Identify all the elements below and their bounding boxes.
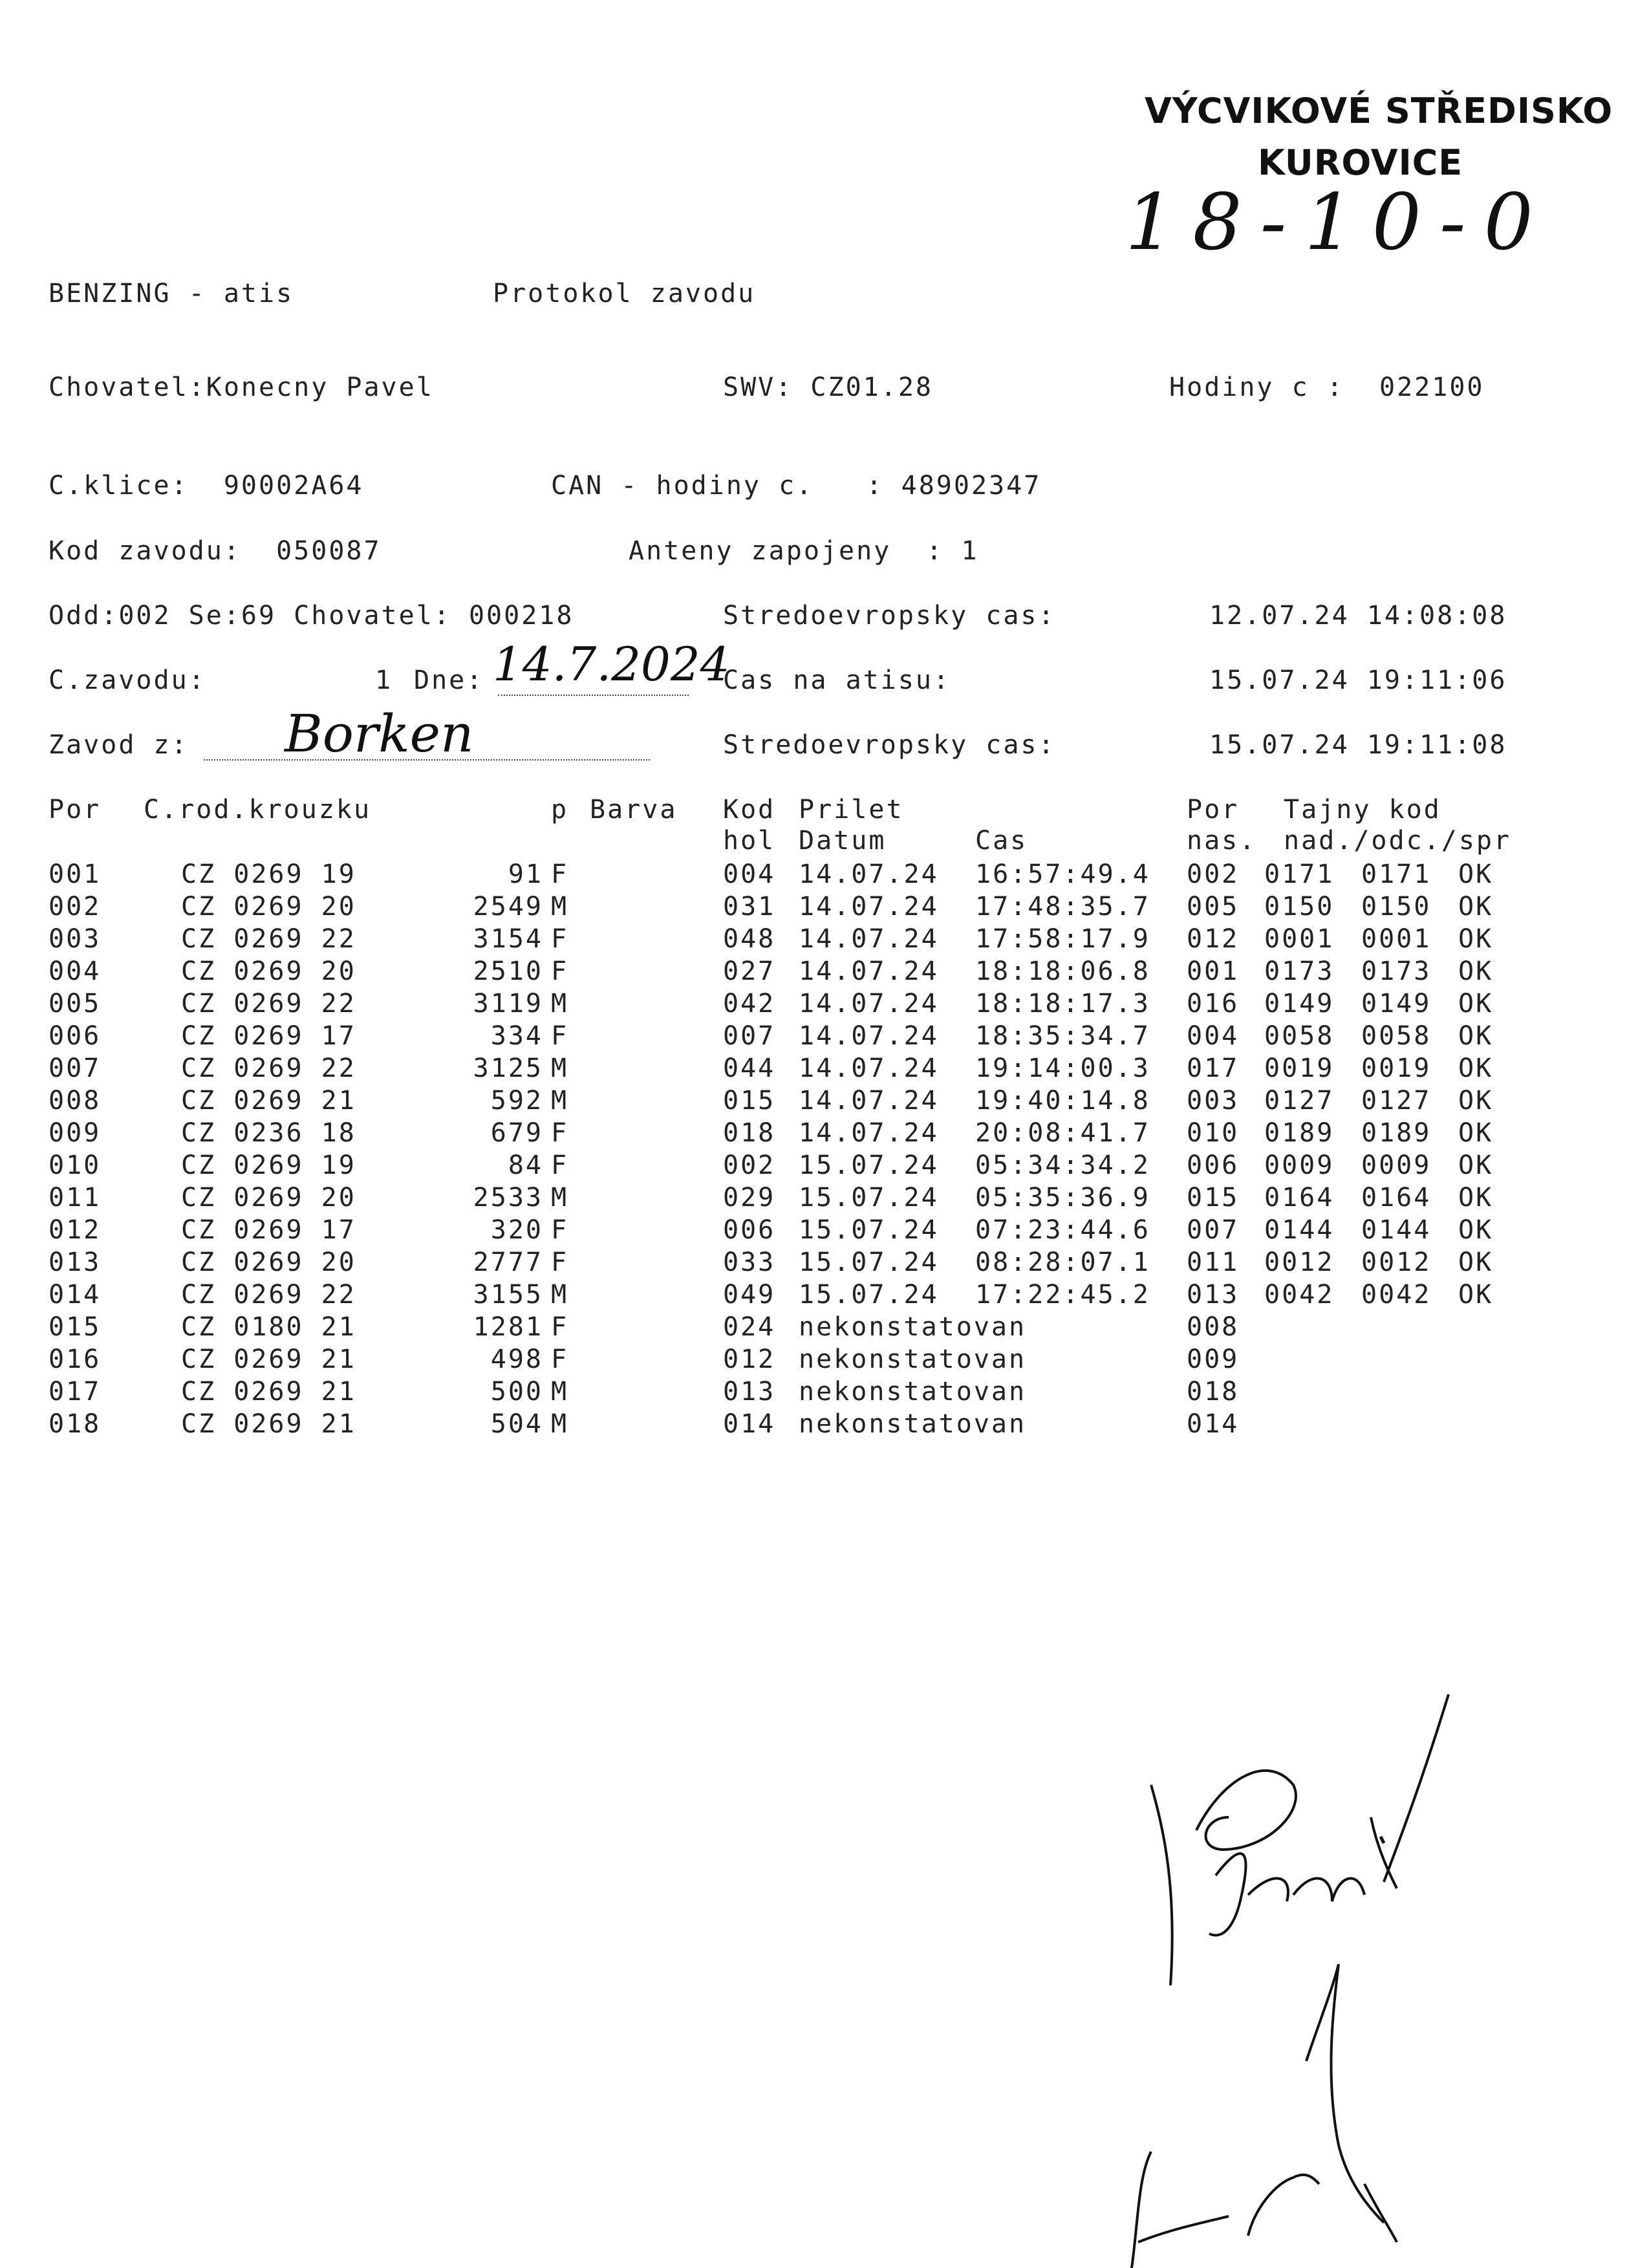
cell-por: 002 [48, 892, 102, 922]
cell-por: 006 [48, 1021, 102, 1051]
cet-value-1: 12.07.24 14:08:08 [1209, 601, 1507, 631]
cell-ring-number: 500 [490, 1377, 543, 1407]
cell-ring-number: 320 [490, 1215, 543, 1245]
col-header-p: p [551, 795, 569, 825]
cell-ring-number: 84 [508, 1150, 543, 1180]
cell-date: nekonstatovan [799, 1345, 1027, 1374]
race-from-label: Zavod z: [48, 730, 189, 760]
cell-spr: OK [1458, 989, 1494, 1019]
cell-por-nas: 018 [1187, 1377, 1240, 1407]
cell-spr: OK [1458, 924, 1494, 954]
brand-label: BENZING - atis [48, 279, 294, 308]
can-clock-number: CAN - hodiny c. : 48902347 [551, 471, 1042, 501]
cell-ring-number: 2777 [473, 1247, 543, 1277]
cell-ring: CZ 0269 21 [181, 1377, 356, 1407]
date-label: Dne: [414, 665, 484, 695]
table-row [0, 1247, 1649, 1279]
col-header-datum: Datum [799, 826, 887, 856]
cell-date: 15.07.24 [799, 1280, 939, 1310]
document-title: Protokol zavodu [493, 279, 756, 308]
cell-spr: OK [1458, 1086, 1494, 1116]
date-handwritten: 14.7.2024 [493, 637, 730, 691]
cell-spr: OK [1458, 956, 1494, 986]
cell-odc: 0009 [1361, 1150, 1432, 1180]
cell-sex: F [551, 1312, 569, 1342]
table-row [0, 1182, 1649, 1215]
race-from-handwritten: Borken [285, 704, 474, 764]
cell-date: 14.07.24 [799, 859, 939, 889]
cell-por-nas: 002 [1187, 859, 1240, 889]
cell-date: nekonstatovan [799, 1409, 1027, 1439]
cell-kod: 006 [723, 1215, 776, 1245]
cell-ring: CZ 0236 18 [181, 1118, 356, 1148]
cell-time: 18:35:34.7 [975, 1021, 1150, 1051]
cell-sex: F [551, 1247, 569, 1277]
cell-odc: 0012 [1361, 1247, 1432, 1277]
cell-kod: 002 [723, 1150, 776, 1180]
cell-ring-number: 498 [490, 1345, 543, 1374]
cell-por-nas: 001 [1187, 956, 1240, 986]
cell-time: 05:35:36.9 [975, 1183, 1150, 1213]
table-row [0, 859, 1649, 891]
stamp-line-1: VÝCVIKOVÉ STŘEDISKO [1145, 91, 1613, 131]
table-row [0, 1344, 1649, 1376]
cell-ring-number: 2510 [473, 956, 543, 986]
cell-sex: F [551, 859, 569, 889]
cell-por-nas: 010 [1187, 1118, 1240, 1148]
cell-por-nas: 006 [1187, 1150, 1240, 1180]
cell-ring: CZ 0269 20 [181, 892, 356, 922]
cell-spr: OK [1458, 1150, 1494, 1180]
cell-nad: 0042 [1264, 1280, 1335, 1310]
cell-time: 18:18:06.8 [975, 956, 1150, 986]
cell-por: 008 [48, 1086, 102, 1116]
cell-ring: CZ 0269 22 [181, 989, 356, 1019]
atis-time-value: 15.07.24 19:11:06 [1209, 665, 1507, 695]
cell-sex: M [551, 892, 569, 922]
cell-date: 14.07.24 [799, 1118, 939, 1148]
cell-spr: OK [1458, 1183, 1494, 1213]
cell-odc: 0173 [1361, 956, 1432, 986]
col-header-ring: C.rod.krouzku [144, 795, 372, 825]
cell-sex: M [551, 1086, 569, 1116]
col-header-tajny: Tajny kod [1284, 795, 1441, 825]
cell-kod: 024 [723, 1312, 776, 1342]
cell-ring-number: 1281 [473, 1312, 543, 1342]
cell-ring: CZ 0269 22 [181, 1280, 356, 1310]
cell-por-nas: 009 [1187, 1345, 1240, 1374]
cell-odc: 0127 [1361, 1086, 1432, 1116]
cell-spr: OK [1458, 1215, 1494, 1245]
cell-por-nas: 012 [1187, 924, 1240, 954]
cell-sex: M [551, 1377, 569, 1407]
cell-por: 012 [48, 1215, 102, 1245]
cell-por-nas: 004 [1187, 1021, 1240, 1051]
col-header-prilet: Prilet [799, 795, 904, 825]
cell-odc: 0001 [1361, 924, 1432, 954]
cell-nad: 0144 [1264, 1215, 1335, 1245]
cell-por: 011 [48, 1183, 102, 1213]
cell-por-nas: 016 [1187, 989, 1240, 1019]
cell-time: 19:40:14.8 [975, 1086, 1150, 1116]
cell-por: 010 [48, 1150, 102, 1180]
stamp-line-2: KUROVICE [1258, 142, 1463, 183]
cell-por: 001 [48, 859, 102, 889]
cell-sex: F [551, 1021, 569, 1051]
cell-por: 007 [48, 1053, 102, 1083]
cell-por-nas: 014 [1187, 1409, 1240, 1439]
cell-ring-number: 334 [490, 1021, 543, 1051]
cell-time: 19:14:00.3 [975, 1053, 1150, 1083]
cell-ring: CZ 0269 22 [181, 1053, 356, 1083]
cell-spr: OK [1458, 859, 1494, 889]
cell-odc: 0171 [1361, 859, 1432, 889]
cell-por: 015 [48, 1312, 102, 1342]
cell-ring: CZ 0269 21 [181, 1345, 356, 1374]
cell-nad: 0173 [1264, 956, 1335, 986]
col-header-por: Por [48, 795, 102, 825]
cell-kod: 012 [723, 1345, 776, 1374]
cell-time: 07:23:44.6 [975, 1215, 1150, 1245]
cell-sex: M [551, 989, 569, 1019]
cell-por: 013 [48, 1247, 102, 1277]
table-row [0, 1118, 1649, 1150]
cell-por: 004 [48, 956, 102, 986]
cell-por-nas: 007 [1187, 1215, 1240, 1245]
cell-por-nas: 017 [1187, 1053, 1240, 1083]
cell-ring: CZ 0269 19 [181, 859, 356, 889]
col-header-por2: Por [1187, 795, 1240, 825]
cell-spr: OK [1458, 892, 1494, 922]
cell-spr: OK [1458, 1053, 1494, 1083]
cell-ring: CZ 0180 21 [181, 1312, 356, 1342]
table-row [0, 891, 1649, 923]
table-row [0, 1021, 1649, 1053]
cell-nad: 0009 [1264, 1150, 1335, 1180]
cell-kod: 044 [723, 1053, 776, 1083]
section-line: Odd:002 Se:69 Chovatel: 000218 [48, 601, 574, 631]
cell-odc: 0149 [1361, 989, 1432, 1019]
cell-kod: 048 [723, 924, 776, 954]
col-header-cas: Cas [975, 826, 1028, 856]
cell-time: 08:28:07.1 [975, 1247, 1150, 1277]
cell-kod: 014 [723, 1409, 776, 1439]
col-header-barva: Barva [590, 795, 678, 825]
cell-ring-number: 592 [490, 1086, 543, 1116]
cell-sex: F [551, 924, 569, 954]
cell-time: 17:48:35.7 [975, 892, 1150, 922]
cell-por-nas: 005 [1187, 892, 1240, 922]
cell-por: 005 [48, 989, 102, 1019]
cell-nad: 0150 [1264, 892, 1335, 922]
cell-kod: 018 [723, 1118, 776, 1148]
table-row [0, 1053, 1649, 1085]
cell-por: 018 [48, 1409, 102, 1439]
cell-date: 14.07.24 [799, 924, 939, 954]
cell-odc: 0164 [1361, 1183, 1432, 1213]
table-row [0, 988, 1649, 1021]
cell-sex: M [551, 1053, 569, 1083]
breeder-name: Chovatel:Konecny Pavel [48, 373, 434, 402]
stamp-handwritten-date: 18-10-0 [1125, 178, 1551, 268]
cell-por: 017 [48, 1377, 102, 1407]
race-number-label: C.zavodu: [48, 665, 206, 695]
cell-kod: 029 [723, 1183, 776, 1213]
cell-kod: 031 [723, 892, 776, 922]
cell-time: 20:08:41.7 [975, 1118, 1150, 1148]
cell-por-nas: 003 [1187, 1086, 1240, 1116]
cell-nad: 0189 [1264, 1118, 1335, 1148]
cell-por-nas: 011 [1187, 1247, 1240, 1277]
cell-ring-number: 3125 [473, 1053, 543, 1083]
cell-date: nekonstatovan [799, 1312, 1027, 1342]
cell-kod: 013 [723, 1377, 776, 1407]
cell-kod: 049 [723, 1280, 776, 1310]
cell-date: 15.07.24 [799, 1247, 939, 1277]
cell-por: 016 [48, 1345, 102, 1374]
cell-kod: 042 [723, 989, 776, 1019]
signature-2 [1061, 1964, 1423, 2268]
table-row [0, 956, 1649, 988]
cell-spr: OK [1458, 1118, 1494, 1148]
swv-version: SWV: CZ01.28 [723, 373, 933, 402]
cell-date: 14.07.24 [799, 892, 939, 922]
col-header-nas: nas. [1187, 826, 1257, 856]
cell-ring-number: 3154 [473, 924, 543, 954]
cell-sex: F [551, 956, 569, 986]
cell-kod: 027 [723, 956, 776, 986]
cell-time: 18:18:17.3 [975, 989, 1150, 1019]
cell-ring-number: 3119 [473, 989, 543, 1019]
cet-value-2: 15.07.24 19:11:08 [1209, 730, 1507, 760]
cell-sex: F [551, 1150, 569, 1180]
cell-nad: 0001 [1264, 924, 1335, 954]
cell-ring: CZ 0269 17 [181, 1215, 356, 1245]
cell-ring: CZ 0269 20 [181, 1247, 356, 1277]
cell-por: 003 [48, 924, 102, 954]
cell-kod: 015 [723, 1086, 776, 1116]
col-header-hol: hol [723, 826, 776, 856]
cell-odc: 0144 [1361, 1215, 1432, 1245]
cell-por: 009 [48, 1118, 102, 1148]
cell-sex: F [551, 1215, 569, 1245]
cell-ring: CZ 0269 21 [181, 1086, 356, 1116]
table-row [0, 923, 1649, 956]
cell-kod: 007 [723, 1021, 776, 1051]
cell-date: 14.07.24 [799, 1021, 939, 1051]
cell-odc: 0150 [1361, 892, 1432, 922]
table-row [0, 1376, 1649, 1409]
cell-sex: F [551, 1118, 569, 1148]
table-row [0, 1085, 1649, 1118]
cell-date: 14.07.24 [799, 1053, 939, 1083]
cell-ring: CZ 0269 20 [181, 956, 356, 986]
cell-nad: 0127 [1264, 1086, 1335, 1116]
cell-time: 17:22:45.2 [975, 1280, 1150, 1310]
cell-date: 14.07.24 [799, 1086, 939, 1116]
cell-odc: 0019 [1361, 1053, 1432, 1083]
cell-date: 14.07.24 [799, 989, 939, 1019]
cell-sex: M [551, 1280, 569, 1310]
table-row [0, 1409, 1649, 1441]
cell-por-nas: 008 [1187, 1312, 1240, 1342]
atis-time-label: Cas na atisu: [723, 665, 951, 695]
clock-number: Hodiny c : 022100 [1169, 373, 1485, 402]
cell-date: 15.07.24 [799, 1215, 939, 1245]
table-row [0, 1215, 1649, 1247]
cell-nad: 0164 [1264, 1183, 1335, 1213]
cell-ring: CZ 0269 20 [181, 1183, 356, 1213]
cell-ring: CZ 0269 22 [181, 924, 356, 954]
cell-date: 14.07.24 [799, 956, 939, 986]
cell-ring: CZ 0269 17 [181, 1021, 356, 1051]
cell-date: 15.07.24 [799, 1183, 939, 1213]
col-header-kod: Kod [723, 795, 776, 825]
date-underline [498, 695, 689, 696]
cell-date: nekonstatovan [799, 1377, 1027, 1407]
cell-ring-number: 2533 [473, 1183, 543, 1213]
cell-sex: M [551, 1183, 569, 1213]
cell-nad: 0149 [1264, 989, 1335, 1019]
table-row [0, 1312, 1649, 1344]
cell-time: 05:34:34.2 [975, 1150, 1150, 1180]
cell-por-nas: 013 [1187, 1280, 1240, 1310]
cell-spr: OK [1458, 1247, 1494, 1277]
cell-spr: OK [1458, 1280, 1494, 1310]
cell-date: 15.07.24 [799, 1150, 939, 1180]
cell-sex: F [551, 1345, 569, 1374]
cell-ring-number: 91 [508, 859, 543, 889]
cell-ring-number: 504 [490, 1409, 543, 1439]
cell-nad: 0058 [1264, 1021, 1335, 1051]
cell-kod: 004 [723, 859, 776, 889]
antennas-connected: Anteny zapojeny : 1 [629, 536, 979, 566]
table-row [0, 1150, 1649, 1182]
cell-ring-number: 2549 [473, 892, 543, 922]
race-number-value: 1 [375, 665, 393, 695]
cell-time: 17:58:17.9 [975, 924, 1150, 954]
cell-ring: CZ 0269 19 [181, 1150, 356, 1180]
signature-1 [1125, 1681, 1487, 2005]
key-number: C.klice: 90002A64 [48, 471, 364, 501]
cell-nad: 0019 [1264, 1053, 1335, 1083]
cell-kod: 033 [723, 1247, 776, 1277]
col-header-nad: nad./odc./spr [1284, 826, 1512, 856]
cet-label-1: Stredoevropsky cas: [723, 601, 1056, 631]
cell-nad: 0171 [1264, 859, 1335, 889]
cell-por-nas: 015 [1187, 1183, 1240, 1213]
cell-por: 014 [48, 1280, 102, 1310]
cell-time: 16:57:49.4 [975, 859, 1150, 889]
cell-sex: M [551, 1409, 569, 1439]
cell-ring: CZ 0269 21 [181, 1409, 356, 1439]
table-row [0, 1279, 1649, 1312]
cell-odc: 0042 [1361, 1280, 1432, 1310]
cell-nad: 0012 [1264, 1247, 1335, 1277]
cell-ring-number: 679 [490, 1118, 543, 1148]
cell-odc: 0058 [1361, 1021, 1432, 1051]
cell-ring-number: 3155 [473, 1280, 543, 1310]
race-code: Kod zavodu: 050087 [48, 536, 382, 566]
cet-label-2: Stredoevropsky cas: [723, 730, 1056, 760]
cell-odc: 0189 [1361, 1118, 1432, 1148]
cell-spr: OK [1458, 1021, 1494, 1051]
